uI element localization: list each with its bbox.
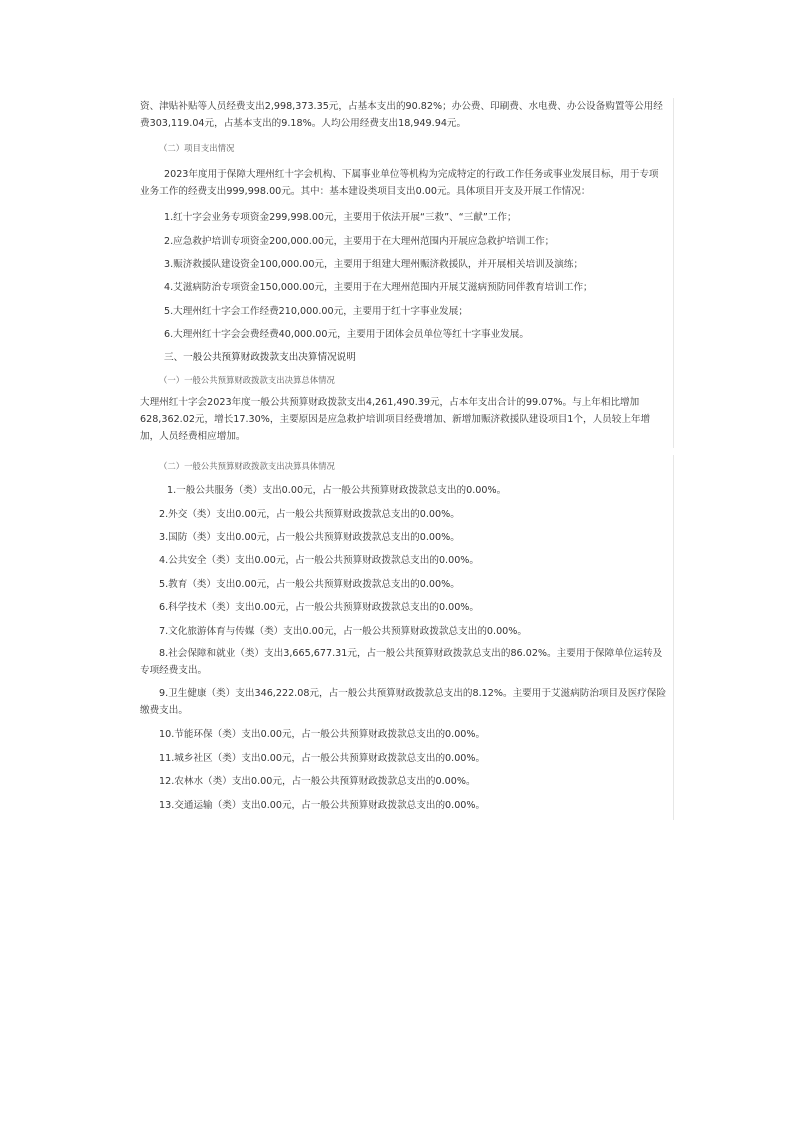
document-section-bottom xyxy=(140,455,672,820)
list-item: 12.农林水（类）支出0.00元，占一般公共预算财政拨款总支出的0.00%。 xyxy=(159,776,476,787)
right-border xyxy=(673,98,674,448)
list-item: 1.红十字会业务专项资金299,998.00元，主要用于依法开展“三救”、“三献”工作； xyxy=(164,212,517,223)
right-border xyxy=(673,455,674,820)
list-item: 11.城乡社区（类）支出0.00元，占一般公共预算财政拨款总支出的0.00%。 xyxy=(159,753,486,764)
list-item: 4.艾滋病防治专项资金150,000.00元，主要用于在大理州范围内开展艾滋病预防同伴教育培训工作； xyxy=(164,282,593,293)
heading-section-three: 三、一般公共预算财政拨款支出决算情况说明 xyxy=(164,352,356,363)
paragraph-project-overview: 2023年度用于保障大理州红十字会机构、下属事业单位等机构为完成特定的行政工作任务或事业发展目标，用于专项业务工作的经费支出999,998.00元。其中：基本建设类项目支出0.00元。具体项目开支及开展工作情况： xyxy=(140,169,659,197)
list-item: 13.交通运输（类）支出0.00元，占一般公共预算财政拨款总支出的0.00%。 xyxy=(159,800,486,811)
list-item: 5.教育（类）支出0.00元，占一般公共预算财政拨款总支出的0.00%。 xyxy=(159,579,460,590)
list-item: 4.公共安全（类）支出0.00元，占一般公共预算财政拨款总支出的0.00%。 xyxy=(159,555,480,566)
list-item: 9.卫生健康（类）支出346,222.08元，占一般公共预算财政拨款总支出的8.12%。主要用于艾滋病防治项目及医疗保险缴费支出。 xyxy=(140,688,667,716)
list-item: 3.国防（类）支出0.00元，占一般公共预算财政拨款总支出的0.00%。 xyxy=(159,532,460,543)
list-item: 5.大理州红十字会工作经费210,000.00元，主要用于红十字事业发展； xyxy=(164,306,468,317)
heading-general-budget-detail: （二）一般公共预算财政拨款支出决算具体情况 xyxy=(159,461,335,471)
paragraph-personnel-expenses: 资、津贴补贴等人员经费支出2,998,373.35元，占基本支出的90.82%；办公费、印刷费、水电费、办公设备购置等公用经费303,119.04元，占基本支出的9.18%。人均公用经费支出18,949.94元。 xyxy=(140,101,663,129)
list-item: 6.科学技术（类）支出0.00元，占一般公共预算财政拨款总支出的0.00%。 xyxy=(159,602,480,613)
heading-general-budget-overall: （一）一般公共预算财政拨款支出决算总体情况 xyxy=(159,375,335,385)
list-item: 8.社会保障和就业（类）支出3,665,677.31元，占一般公共预算财政拨款总支出的86.02%。主要用于保障单位运转及专项经费支出。 xyxy=(140,648,663,676)
heading-project-expenses: （二）项目支出情况 xyxy=(159,143,235,153)
list-item: 6.大理州红十字会会费经费40,000.00元，主要用于团体会员单位等红十字事业发展。 xyxy=(164,329,529,340)
list-item: 3.赈济救援队建设资金100,000.00元，主要用于组建大理州赈济救援队，并开展相关培训及演练； xyxy=(164,259,584,270)
paragraph-general-budget-overall: 大理州红十字会2023年度一般公共预算财政拨款支出4,261,490.39元，占本年支出合计的99.07%。与上年相比增加628,362.02元，增长17.30%，主要原因是应急救护培训项目经费增加、新增加赈济救援队建设项目1个，人员较上年增加，人员经费相应增加。 xyxy=(140,397,651,442)
list-item: 2.应急救护培训专项资金200,000.00元，主要用于在大理州范围内开展应急救护培训工作； xyxy=(164,236,555,247)
list-item: 7.文化旅游体育与传媒（类）支出0.00元，占一般公共预算财政拨款总支出的0.00%。 xyxy=(159,626,527,637)
list-item: 1.一般公共服务（类）支出0.00元，占一般公共预算财政拨款总支出的0.00%。 xyxy=(167,485,507,496)
document-section-top xyxy=(140,98,672,448)
list-item: 2.外交（类）支出0.00元，占一般公共预算财政拨款总支出的0.00%。 xyxy=(159,509,460,520)
list-item: 10.节能环保（类）支出0.00元，占一般公共预算财政拨款总支出的0.00%。 xyxy=(159,729,486,740)
